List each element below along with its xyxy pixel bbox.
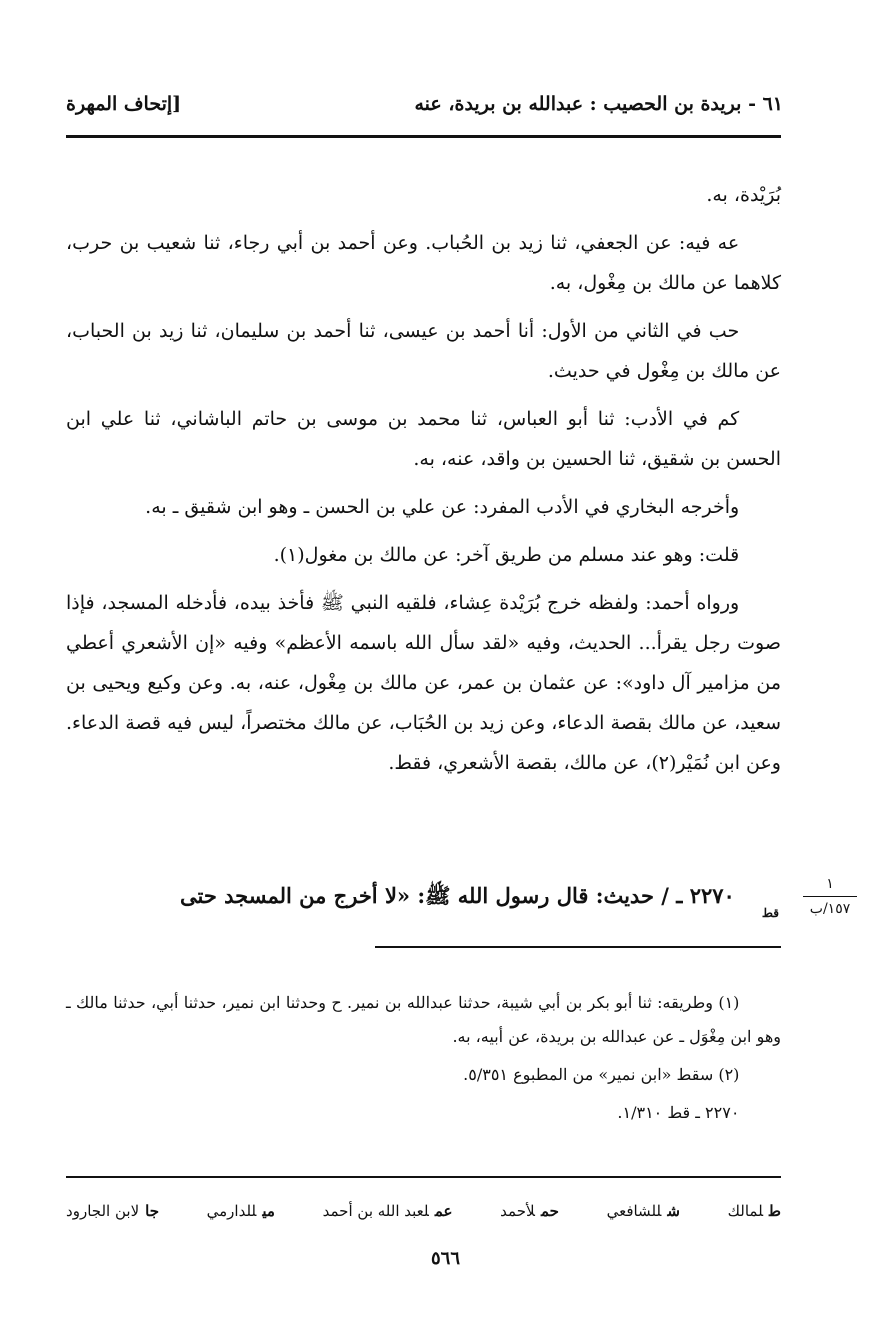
paragraph: عه فيه: عن الجعفي، ثنا زيد بن الحُباب. وعن أحمد بن أبي رجاء، ثنا شعيب بن حرب، كلاهما عن مالك بن مِغْول، به. [66, 232, 781, 294]
margin-reference [799, 874, 861, 919]
abbreviation-item: ميللدارمي [206, 1202, 275, 1220]
paragraph: وأخرجه البخاري في الأدب المفرد: عن علي بن الحسن ـ وهو ابن شقيق ـ به. [145, 496, 740, 518]
header-title: ٦١ - بريدة بن الحصيب : عبدالله بن بريدة، عنه [414, 93, 783, 115]
abbreviation-item: عملعبد الله بن أحمد [322, 1202, 453, 1220]
abbreviation-item: جالابن الجارود [66, 1202, 159, 1220]
abbreviations-rule [66, 1176, 781, 1178]
page-number: ٥٦٦ [430, 1248, 460, 1269]
margin-folio: ١٥٧/ب [809, 901, 851, 917]
hadith-entry-text: ٢٢٧٠ ـ / حديث: قال رسول الله ﷺ: «لا أخرج من المسجد حتى [180, 883, 735, 908]
paragraph: قلت: وهو عند مسلم من طريق آخر: عن مالك بن مغول(١). [273, 544, 740, 566]
footnote-rule [375, 946, 781, 948]
footnote: ٢٢٧٠ ـ قط ١/٣١٠. [617, 1103, 740, 1122]
abbreviation-item: شللشافعي [606, 1202, 680, 1220]
footnote: (١) وطريقه: ثنا أبو بكر بن أبي شيبة، حدثنا عبدالله بن نمير. ح وحدثنا ابن نمير، حدثنا أبي، حدثنا مالك ـ وهو ابن مِغْوَل ـ عن عبدالله بن بريدة، عن أبيه، به. [66, 993, 781, 1046]
page-header [66, 86, 783, 122]
footnotes [66, 986, 781, 1134]
header-book-title: [إتحاف المهرة [66, 93, 182, 115]
main-text [66, 175, 781, 791]
abbreviation-item: حملأحمد [500, 1202, 559, 1220]
paragraph: كم في الأدب: ثنا أبو العباس، ثنا محمد بن موسى بن حاتم الباشاني، ثنا علي ابن الحسن بن شقيق، ثنا الحسين بن واقد، عنه، به. [66, 408, 781, 470]
abbreviation-key [66, 1196, 781, 1226]
margin-source-code: قط [761, 906, 779, 920]
footnote: (٢) سقط «ابن نمير» من المطبوع ٥/٣٥١. [463, 1065, 740, 1084]
paragraph: ورواه أحمد: ولفظه خرج بُرَيْدة عِشاء، فلقيه النبي ﷺ فأخذ بيده، فأدخله المسجد، فإذا صوت رجل يقرأ... الحديث، وفيه «لقد سأل الله باسمه الأعظم» وفيه «إن الأشعري أعطي من مزامير آل داود»: عن عثمان بن عمر، عن مالك بن مِغْول، عنه، به. وعن وكيع ويحيى بن سعيد، عن مالك بقصة الدعاء، وعن زيد بن الحُبَاب، عن مالك مختصراً، ليس فيه قصة الدعاء. وعن ابن نُمَيْر(٢)، عن مالك، بقصة الأشعري، فقط. [66, 592, 781, 774]
margin-divider [803, 896, 857, 897]
paragraph: بُرَيْدة، به. [706, 184, 781, 206]
paragraph: حب في الثاني من الأول: أنا أحمد بن عيسى، ثنا أحمد بن سليمان، ثنا زيد بن الحباب، عن مالك بن مِغْول في حديث. [66, 320, 781, 382]
header-rule [66, 135, 781, 138]
margin-number: ١ [826, 876, 834, 892]
abbreviation-item: طلمالك [727, 1202, 781, 1220]
hadith-entry [66, 876, 781, 916]
